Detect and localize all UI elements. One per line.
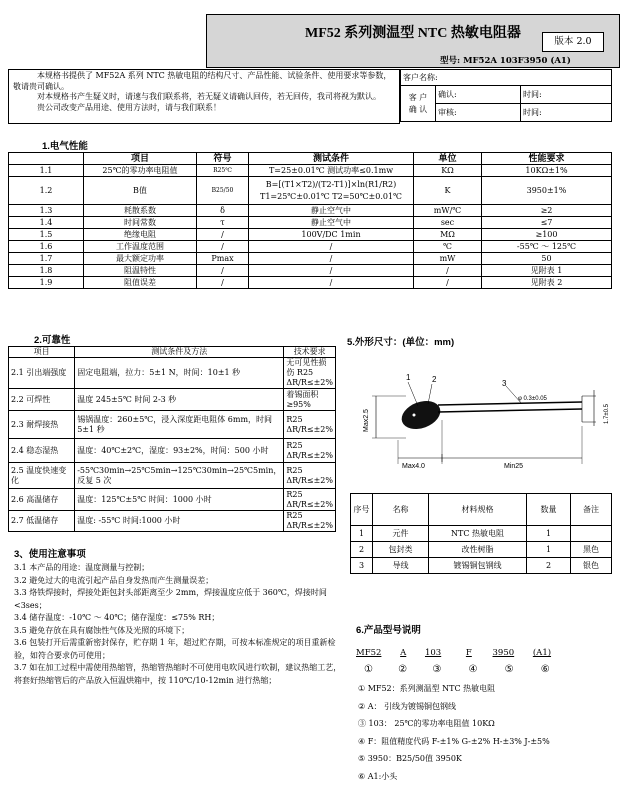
thickness-label: 1.7±0.5: [604, 404, 610, 424]
time-label: 时间:: [521, 104, 612, 122]
note-item: 3.5 避免存放在具有腐蚀性气体及光照的环境下；: [14, 625, 190, 635]
height-label: Max2.5: [363, 409, 370, 432]
table-cell: ≥100: [482, 229, 612, 241]
customer-name-label: 客户名称:: [401, 70, 612, 86]
section6-title: 6.产品型号说明: [356, 625, 421, 636]
intro-line: 对本规格书产生疑义时，请速与我们联系将，若无疑义请确认回传，若无回传，我司将视为默认。: [37, 92, 381, 101]
table-cell: 10KΩ±1%: [482, 165, 612, 177]
table-cell: 2.5 温度快速变化: [9, 463, 75, 489]
code-part: MF52: [356, 648, 382, 658]
note-item: 3.2 避免过大的电流引起产品自身发热而产生测量误差；: [14, 575, 214, 585]
wire-diameter-label: φ 0.3±0.05: [518, 396, 547, 402]
table-cell: R25 ΔR/R≤±2%: [284, 411, 336, 439]
table-cell: sec: [414, 217, 482, 229]
table-header: [9, 153, 84, 165]
leader-line: [408, 382, 418, 406]
time-label: 时间:: [521, 86, 612, 104]
section1-title: 1.电气性能: [42, 141, 88, 152]
table-cell: 见附表 2: [482, 277, 612, 289]
table-cell: KΩ: [414, 165, 482, 177]
model-code: [356, 648, 551, 658]
table-header: 项目: [84, 153, 197, 165]
code-number: ①: [364, 664, 373, 675]
explain-line: ⑥ A1:小头: [358, 771, 398, 781]
explain-line: ⑤ 3950：B25/50值 3950K: [358, 754, 462, 763]
table-cell: /: [249, 265, 414, 277]
table-cell: 工作温度范围: [84, 241, 197, 253]
code-number: ③: [432, 664, 442, 675]
table-cell: 静止空气中: [249, 205, 414, 217]
table-cell: 静止空气中: [249, 217, 414, 229]
table-cell: 无可见性损伤 R25 ΔR/R≤±2%: [284, 358, 336, 389]
table-cell: τ: [197, 217, 249, 229]
code-part: (A1): [532, 648, 552, 658]
table-header: 材料规格: [429, 494, 527, 526]
note-item: 3.4 储存温度：-10℃ ～ 40℃；储存湿度：≤75% RH；: [14, 613, 220, 622]
table-header: 技术要求: [284, 347, 336, 358]
callout-3: 3: [502, 379, 507, 388]
table-cell: 1.3: [9, 205, 84, 217]
table-cell: /: [414, 265, 482, 277]
lead-wire: [438, 409, 582, 412]
table-cell: 温度: -55℃ 时间:1000 小时: [75, 511, 284, 532]
approval-table: [400, 69, 612, 122]
intro-line: 贵公司改变产品用途、使用方法时，请与我们联系！: [37, 102, 221, 112]
table-cell: /: [414, 277, 482, 289]
document-title: MF52 系列测温型 NTC 热敏电阻器: [305, 26, 521, 41]
table-cell: 3950±1%: [482, 177, 612, 205]
review-label: 审核:: [436, 104, 521, 122]
table-cell: mW: [414, 253, 482, 265]
table-cell: K: [414, 177, 482, 205]
code-part: 3950: [492, 648, 515, 658]
table-header: 单位: [414, 153, 482, 165]
table-header: 测试条件及方法: [75, 347, 284, 358]
table-cell: 时间常数: [84, 217, 197, 229]
customer-confirm-label: 客 户 确 认: [401, 86, 436, 122]
table-cell: 耗散系数: [84, 205, 197, 217]
electrical-table: [8, 152, 612, 289]
code-number: ④: [468, 664, 478, 675]
table-cell: 元件: [373, 526, 429, 542]
code-number: ②: [398, 664, 408, 675]
table-cell: 2.7 低温储存: [9, 511, 75, 532]
table-cell: 1.9: [9, 277, 84, 289]
section2-title: 2.可靠性: [34, 335, 71, 346]
table-cell: R25 ΔR/R≤±2%: [284, 439, 336, 463]
table-cell: R25℃: [197, 165, 249, 177]
table-cell: 2: [527, 558, 571, 574]
table-cell: 1.2: [9, 177, 84, 205]
section5-title: 5.外形尺寸：(单位：mm): [347, 337, 455, 348]
intro-line: 本规格书提供了 MF52A 系列 NTC 热敏电阻的结构尺寸、产品性能、试验条件、使用要求等参数，敬请贵司确认。: [13, 71, 392, 91]
table-cell: -55℃ ～ 125℃: [482, 241, 612, 253]
table-cell: 阻值误差: [84, 277, 197, 289]
table-cell: /: [249, 253, 414, 265]
explain-line: ③ 103： 25℃的零功率电阻值 10KΩ: [358, 719, 495, 728]
table-cell: 3: [351, 558, 373, 574]
table-cell: 见附表 1: [482, 265, 612, 277]
table-cell: 50: [482, 253, 612, 265]
table-cell: B值: [84, 177, 197, 205]
table-cell: 1: [527, 526, 571, 542]
table-cell: -55℃30min→25℃5min→125℃30min→25℃5min，反复 5 次: [75, 463, 284, 489]
table-cell: 改性树脂: [429, 542, 527, 558]
thermistor-head: [398, 396, 444, 434]
table-cell: 2.2 可焊性: [9, 389, 75, 411]
table-cell: 锡锅温度：260±5℃，浸入深度距电阻体 6mm，时间 5±1 秒: [75, 411, 284, 439]
table-cell: 100V/DC 1min: [249, 229, 414, 241]
code-number: ⑥: [540, 664, 550, 675]
width-label: Max4.0: [402, 463, 425, 470]
table-cell: 镀锡铜包钢线: [429, 558, 527, 574]
reliability-table: [8, 346, 336, 532]
code-part: 103: [424, 648, 442, 658]
confirm-label: 确认:: [436, 86, 521, 104]
table-header: 数量: [527, 494, 571, 526]
table-cell: 2: [351, 542, 373, 558]
table-cell: 2.6 高温储存: [9, 489, 75, 511]
version-badge: 版本 2.0: [542, 32, 604, 52]
table-cell: 1.4: [9, 217, 84, 229]
table-cell: MΩ: [414, 229, 482, 241]
table-header: 测试条件: [249, 153, 414, 165]
table-cell: ≤7: [482, 217, 612, 229]
table-cell: /: [249, 241, 414, 253]
table-header: 项目: [9, 347, 75, 358]
lead-wire: [438, 402, 582, 405]
length-label: Min25: [504, 463, 524, 470]
table-cell: /: [197, 229, 249, 241]
table-cell: B=[(T1×T2)/(T2-T1)]×ln(R1/R2) T1=25℃±0.01℃ T2=50℃±0.01℃: [249, 177, 414, 205]
explain-line: ④ F：阻值精度代码 F-±1% G-±2% H-±3% J-±5%: [358, 736, 550, 746]
table-cell: 阻温特性: [84, 265, 197, 277]
table-cell: B25/50: [197, 177, 249, 205]
note-item: 3.7 如在加工过程中需使用热缩管，热缩管热缩时不可使用电吹风进行吹制，建议热缩工艺，将套好热缩管后的产品放入恒温烘箱中，按 110℃/10-12min 进行热缩；: [14, 663, 342, 685]
table-cell: 着锡面积≥95%: [284, 389, 336, 411]
table-cell: [571, 526, 612, 542]
table-cell: 温度：125℃±5℃ 时间：1000 小时: [75, 489, 284, 511]
table-cell: NTC 热敏电阻: [429, 526, 527, 542]
leader-line: [428, 384, 432, 404]
table-cell: 1.1: [9, 165, 84, 177]
model-number: 型号: MF52A 103F3950 (A1): [440, 56, 571, 66]
table-cell: 黑色: [571, 542, 612, 558]
section3-title: 3、使用注意事项: [14, 549, 86, 560]
table-cell: 银色: [571, 558, 612, 574]
table-cell: δ: [197, 205, 249, 217]
table-header: 符号: [197, 153, 249, 165]
outline-drawing: [346, 360, 618, 470]
table-cell: 1: [527, 542, 571, 558]
table-cell: 温度 245±5℃ 时间 2-3 秒: [75, 389, 284, 411]
materials-table: [350, 493, 612, 574]
table-cell: /: [249, 277, 414, 289]
table-cell: /: [197, 241, 249, 253]
table-cell: 1: [351, 526, 373, 542]
table-cell: /: [197, 277, 249, 289]
explain-line: ① MF52：系列测温型 NTC 热敏电阻: [358, 684, 496, 693]
table-cell: 固定电阻端，拉力：5±1 N，时间：10±1 秒: [75, 358, 284, 389]
model-explanation: [358, 680, 550, 785]
note-item: 3.3 烙铁焊接时，焊接处距包封头部距离至少 2mm，焊接温度应低于 360℃，焊接时间<3ses；: [14, 588, 327, 610]
table-cell: 导线: [373, 558, 429, 574]
table-cell: 1.8: [9, 265, 84, 277]
intro-text: [8, 69, 400, 124]
table-cell: mW/℃: [414, 205, 482, 217]
table-cell: 2.1 引出端强度: [9, 358, 75, 389]
table-cell: 温度：40℃±2℃，湿度：93±2%，时间：500 小时: [75, 439, 284, 463]
table-cell: ≥2: [482, 205, 612, 217]
thermistor-element: [413, 414, 416, 417]
table-header: 备注: [571, 494, 612, 526]
table-cell: 25℃的零功率电阻值: [84, 165, 197, 177]
code-number-row: [364, 664, 550, 675]
code-part: F: [465, 648, 472, 658]
callout-1: 1: [406, 373, 411, 382]
table-header: 名称: [373, 494, 429, 526]
table-cell: ℃: [414, 241, 482, 253]
table-cell: 1.5: [9, 229, 84, 241]
callout-2: 2: [432, 375, 437, 384]
code-number: ⑤: [504, 664, 514, 675]
table-cell: 绝缘电阻: [84, 229, 197, 241]
table-cell: T=25±0.01℃ 测试功率≤0.1mw: [249, 165, 414, 177]
code-part: A: [400, 648, 407, 658]
note-item: 3.6 包装打开后需重新密封保存，贮存期 1 年，超过贮存期，可按本标准规定的项目重新检验，如符合要求仍可使用；: [14, 638, 336, 660]
table-header: 序号: [351, 494, 373, 526]
table-cell: 2.4 稳态湿热: [9, 439, 75, 463]
table-cell: R25 ΔR/R≤±2%: [284, 489, 336, 511]
table-cell: R25 ΔR/R≤±2%: [284, 511, 336, 532]
table-cell: 2.3 耐焊接热: [9, 411, 75, 439]
table-cell: 1.6: [9, 241, 84, 253]
usage-notes: [14, 562, 344, 687]
explain-line: ② A： 引线为镀锡铜包钢线: [358, 701, 457, 711]
note-item: 3.1 本产品的用途：温度测量与控制；: [14, 563, 150, 572]
table-cell: /: [197, 265, 249, 277]
table-header: 性能要求: [482, 153, 612, 165]
table-cell: 最大额定功率: [84, 253, 197, 265]
table-cell: Pmax: [197, 253, 249, 265]
table-cell: 1.7: [9, 253, 84, 265]
table-cell: 包封类: [373, 542, 429, 558]
table-cell: R25 ΔR/R≤±2%: [284, 463, 336, 489]
